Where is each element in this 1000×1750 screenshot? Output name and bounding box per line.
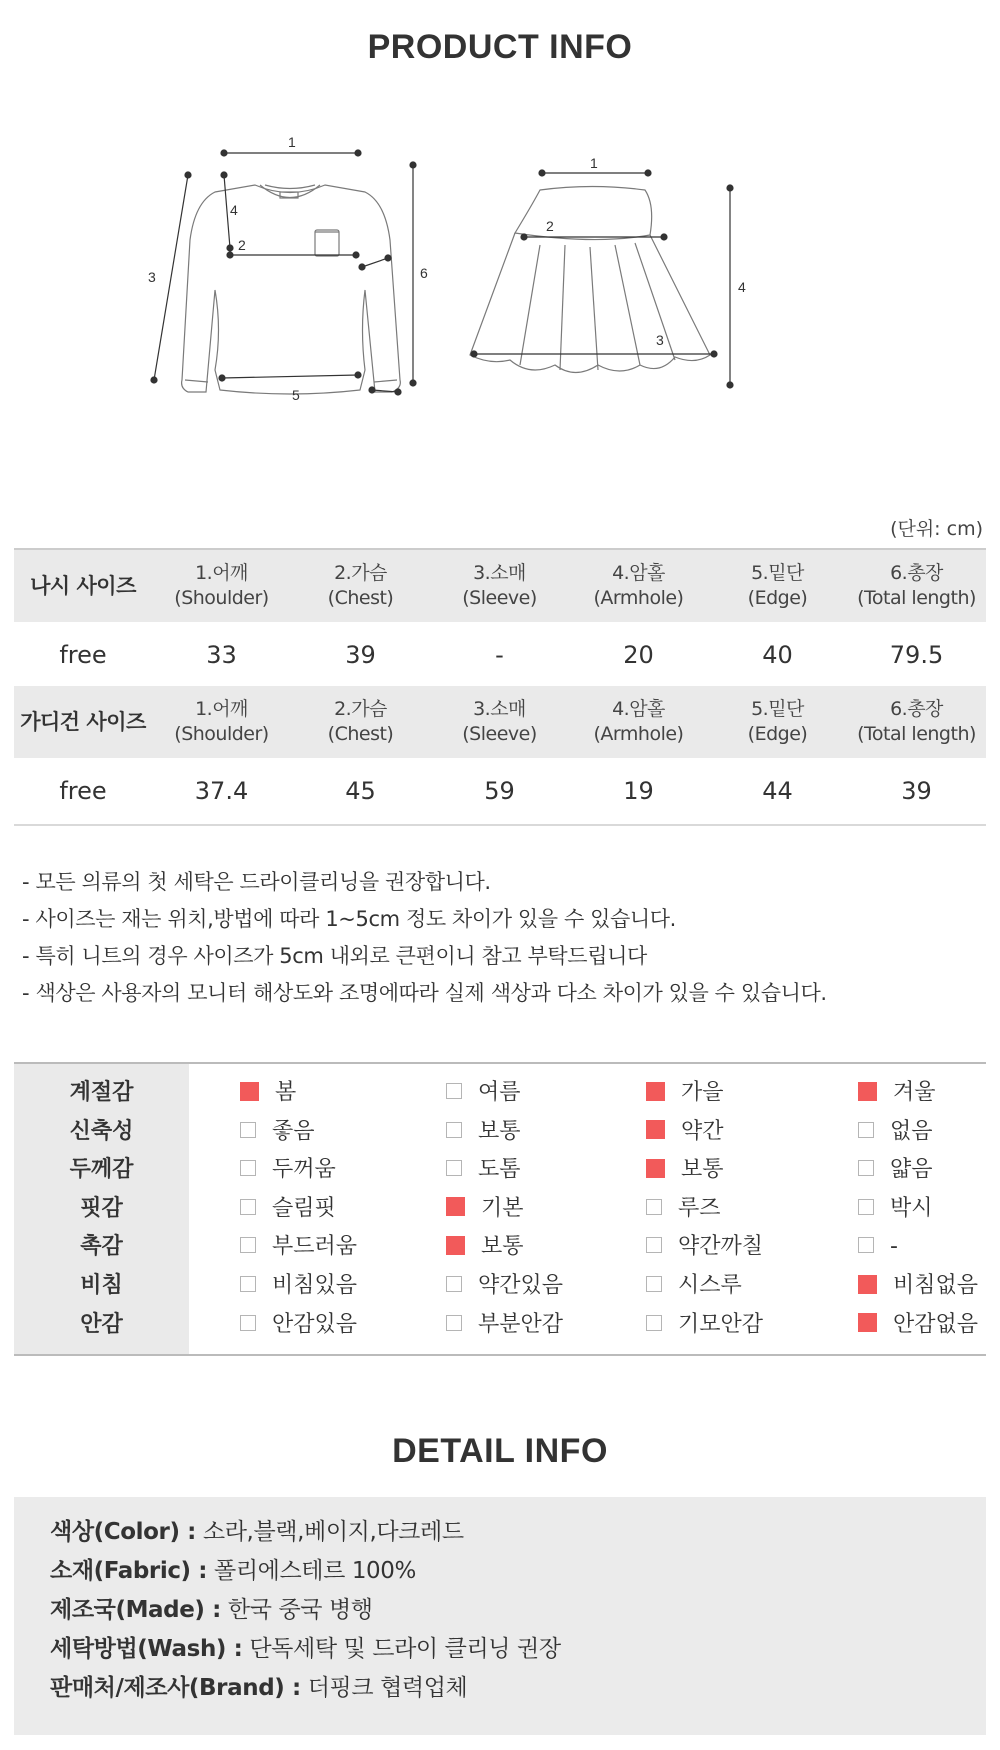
fit-option	[646, 1074, 724, 1112]
col-sleeve-label: 3.소매 (Sleeve)	[462, 562, 537, 609]
fit-option-label: 얇음	[890, 1157, 933, 1183]
fit-row-label: 두께감	[69, 1157, 134, 1183]
col-sleeve	[430, 549, 569, 622]
fit-option-label: 안감없음	[893, 1311, 979, 1337]
size-cell-chest: 39	[291, 622, 430, 689]
top-label-1: 1	[288, 134, 296, 150]
fit-option-label: 봄	[275, 1080, 297, 1105]
fit-option	[446, 1151, 521, 1189]
unchecked-box-icon	[858, 1122, 874, 1138]
note-item: - 색상은 사용자의 모니터 해상도와 조명에따라 실제 색상과 다소 차이가 있을 수 있습니다.	[22, 981, 827, 1005]
fit-option	[240, 1228, 357, 1266]
fit-option-label: 약간	[681, 1118, 724, 1144]
fit-option	[858, 1228, 898, 1266]
fit-option	[646, 1113, 724, 1151]
checked-box-icon	[858, 1082, 877, 1101]
fit-option	[240, 1113, 315, 1151]
top-label-4: 4	[230, 202, 238, 218]
fit-row	[14, 1267, 986, 1306]
checked-box-icon	[858, 1275, 877, 1294]
detail-label: 색상(Color) :	[50, 1519, 196, 1545]
note-item: - 사이즈는 재는 위치,방법에 따라 1~5cm 정도 차이가 있을 수 있습니다.	[22, 907, 676, 931]
detail-row-color	[50, 1513, 464, 1551]
fit-option	[858, 1074, 936, 1112]
size-cell-total-length: 79.5	[847, 622, 986, 689]
checked-box-icon	[858, 1313, 877, 1332]
fit-option-label: -	[890, 1234, 898, 1260]
fit-option	[858, 1267, 978, 1305]
fit-option-label: 가을	[681, 1080, 724, 1105]
fit-row	[14, 1113, 986, 1152]
fit-option-label: 겨울	[893, 1080, 936, 1105]
unchecked-box-icon	[646, 1237, 662, 1253]
col-chest	[291, 686, 430, 758]
col-chest-label: 2.가슴 (Chest)	[327, 698, 394, 745]
size-cell-armhole: 19	[569, 758, 708, 825]
fit-option	[446, 1267, 563, 1305]
detail-value: 더핑크 협력업체	[307, 1675, 468, 1701]
col-shoulder-label: 1.어깨 (Shoulder)	[174, 562, 269, 609]
size-cell-edge: 40	[708, 622, 847, 689]
note-item: - 모든 의류의 첫 세탁은 드라이클리닝을 권장합니다.	[22, 870, 491, 894]
detail-label: 세탁방법(Wash) :	[50, 1636, 243, 1662]
fit-option-label: 보통	[681, 1157, 724, 1183]
col-chest	[291, 549, 430, 622]
fit-row-label: 핏감	[80, 1195, 123, 1221]
fit-option-label: 없음	[890, 1118, 933, 1144]
fit-row	[14, 1151, 986, 1190]
fit-option-label: 루즈	[678, 1195, 721, 1221]
col-shoulder	[152, 549, 291, 622]
fit-option	[646, 1228, 763, 1266]
skirt-measurement-diagram	[520, 155, 850, 465]
detail-label: 제조국(Made) :	[50, 1597, 221, 1623]
skirt-label-1: 1	[590, 155, 598, 171]
detail-value: 단독세탁 및 드라이 클리닝 권장	[249, 1636, 561, 1662]
unchecked-box-icon	[646, 1199, 662, 1215]
unchecked-box-icon	[240, 1276, 256, 1292]
fit-option-label: 약간까칠	[678, 1234, 764, 1260]
size-cell-shoulder: 33	[152, 622, 291, 689]
skirt-label-2: 2	[546, 218, 554, 234]
fit-row	[14, 1190, 986, 1229]
col-total-length-label: 6.총장 (Total length)	[857, 562, 976, 609]
unchecked-box-icon	[240, 1237, 256, 1253]
fit-option-label: 도톰	[478, 1157, 521, 1183]
top-label-6: 6	[420, 265, 428, 281]
unchecked-box-icon	[646, 1315, 662, 1331]
fit-option	[240, 1151, 336, 1189]
checked-box-icon	[240, 1082, 259, 1101]
unchecked-box-icon	[240, 1315, 256, 1331]
size-cell-chest: 45	[291, 758, 430, 825]
size-table-header-row	[14, 686, 986, 758]
unit-note: (단위: cm)	[890, 518, 983, 540]
detail-label: 소재(Fabric) :	[50, 1558, 208, 1584]
col-armhole	[569, 549, 708, 622]
col-shoulder	[152, 686, 291, 758]
detail-row-wash	[50, 1630, 561, 1668]
fit-option-label: 박시	[890, 1195, 933, 1221]
fit-option	[240, 1267, 357, 1305]
detail-value: 소라,블랙,베이지,다크레드	[202, 1519, 464, 1545]
fit-row-label: 신축성	[69, 1118, 134, 1144]
col-shoulder-label: 1.어깨 (Shoulder)	[174, 698, 269, 745]
col-sleeve-label: 3.소매 (Sleeve)	[462, 698, 537, 745]
unchecked-box-icon	[240, 1122, 256, 1138]
size-cell-total-length: 39	[847, 758, 986, 825]
checked-box-icon	[446, 1197, 465, 1216]
fit-option	[858, 1151, 933, 1189]
fit-row	[14, 1074, 986, 1113]
fit-option	[240, 1190, 336, 1228]
unchecked-box-icon	[446, 1315, 462, 1331]
fit-option	[646, 1190, 721, 1228]
fit-option-label: 비침없음	[893, 1273, 979, 1298]
col-sleeve	[430, 686, 569, 758]
col-edge-label: 5.밑단 (Edge)	[747, 562, 808, 609]
fit-option-label: 기모안감	[678, 1311, 764, 1337]
unchecked-box-icon	[858, 1199, 874, 1215]
fit-row-label: 촉감	[80, 1234, 123, 1260]
fit-characteristics-table	[14, 1062, 986, 1356]
size-cell-size: free	[14, 622, 152, 689]
fit-row	[14, 1306, 986, 1345]
detail-value: 폴리에스테르 100%	[214, 1558, 416, 1584]
fit-option	[858, 1306, 978, 1344]
col-edge	[708, 686, 847, 758]
col-chest-label: 2.가슴 (Chest)	[327, 562, 394, 609]
unchecked-box-icon	[858, 1237, 874, 1253]
size-cell-sleeve: -	[430, 622, 569, 689]
fit-option	[858, 1113, 933, 1151]
size-table-cardigan	[14, 686, 986, 826]
unchecked-box-icon	[240, 1160, 256, 1176]
size-table-row	[14, 758, 986, 825]
care-notes	[22, 864, 982, 1012]
col-edge-label: 5.밑단 (Edge)	[747, 698, 808, 745]
unchecked-box-icon	[446, 1122, 462, 1138]
detail-value: 한국 중국 병행	[227, 1597, 373, 1623]
col-total-length	[847, 549, 986, 622]
size-table-row	[14, 622, 986, 689]
fit-option-label: 기본	[481, 1195, 524, 1221]
skirt-label-4: 4	[738, 279, 746, 295]
fit-option-label: 약간있음	[478, 1273, 564, 1298]
top-label-3: 3	[148, 269, 156, 285]
checked-box-icon	[646, 1082, 665, 1101]
col-total-length	[847, 686, 986, 758]
fit-option-label: 보통	[481, 1234, 524, 1260]
fit-option-label: 부분안감	[478, 1311, 564, 1337]
fit-option-label: 보통	[478, 1118, 521, 1144]
fit-option-label: 여름	[478, 1080, 521, 1105]
size-table-sleeveless	[14, 548, 986, 690]
fit-row-label: 비침	[80, 1273, 123, 1298]
unchecked-box-icon	[240, 1199, 256, 1215]
fit-row	[14, 1228, 986, 1267]
col-edge	[708, 549, 847, 622]
product-info-title: PRODUCT INFO	[367, 28, 633, 66]
size-table-title: 가디건 사이즈	[14, 686, 152, 758]
col-armhole	[569, 686, 708, 758]
detail-info-title: DETAIL INFO	[392, 1432, 608, 1470]
detail-info-box	[14, 1497, 986, 1735]
checked-box-icon	[646, 1159, 665, 1178]
fit-row-label: 안감	[80, 1311, 123, 1337]
unchecked-box-icon	[646, 1276, 662, 1292]
size-table-title: 나시 사이즈	[14, 549, 152, 622]
detail-row-brand	[50, 1669, 467, 1707]
fit-option	[446, 1113, 521, 1151]
fit-option-label: 비침있음	[272, 1273, 358, 1298]
size-table-header-row	[14, 549, 986, 622]
col-total-length-label: 6.총장 (Total length)	[857, 698, 976, 745]
detail-row-made	[50, 1591, 373, 1629]
size-cell-size: free	[14, 758, 152, 825]
col-armhole-label: 4.암홀 (Armhole)	[593, 698, 684, 745]
unchecked-box-icon	[446, 1276, 462, 1292]
fit-row-label: 계절감	[69, 1080, 134, 1105]
top-measurement-diagram	[148, 130, 490, 460]
unchecked-box-icon	[446, 1160, 462, 1176]
fit-option	[446, 1306, 563, 1344]
fit-option-label: 안감있음	[272, 1311, 358, 1337]
fit-option	[240, 1306, 357, 1344]
detail-row-fabric	[50, 1552, 416, 1590]
unchecked-box-icon	[446, 1083, 462, 1099]
checked-box-icon	[646, 1120, 665, 1139]
size-cell-sleeve: 59	[430, 758, 569, 825]
detail-label: 판매처/제조사(Brand) :	[50, 1675, 301, 1701]
fit-option	[446, 1228, 524, 1266]
fit-option	[646, 1151, 724, 1189]
size-cell-armhole: 20	[569, 622, 708, 689]
fit-option-label: 두꺼움	[272, 1157, 336, 1183]
checked-box-icon	[446, 1236, 465, 1255]
size-cell-edge: 44	[708, 758, 847, 825]
note-item: - 특히 니트의 경우 사이즈가 5cm 내외로 큰편이니 참고 부탁드립니다	[22, 944, 647, 968]
fit-option	[240, 1074, 296, 1112]
size-cell-shoulder: 37.4	[152, 758, 291, 825]
fit-option	[858, 1190, 933, 1228]
fit-option-label: 슬림핏	[272, 1195, 336, 1221]
top-label-5: 5	[292, 387, 300, 403]
fit-option	[446, 1190, 524, 1228]
skirt-label-3: 3	[656, 332, 664, 348]
unchecked-box-icon	[858, 1160, 874, 1176]
fit-option-label: 부드러움	[272, 1234, 358, 1260]
fit-option	[646, 1267, 742, 1305]
top-label-2: 2	[238, 237, 246, 253]
fit-option	[646, 1306, 763, 1344]
fit-option-label: 시스루	[678, 1273, 742, 1298]
fit-option	[446, 1074, 521, 1112]
col-armhole-label: 4.암홀 (Armhole)	[593, 562, 684, 609]
fit-option-label: 좋음	[272, 1118, 315, 1144]
